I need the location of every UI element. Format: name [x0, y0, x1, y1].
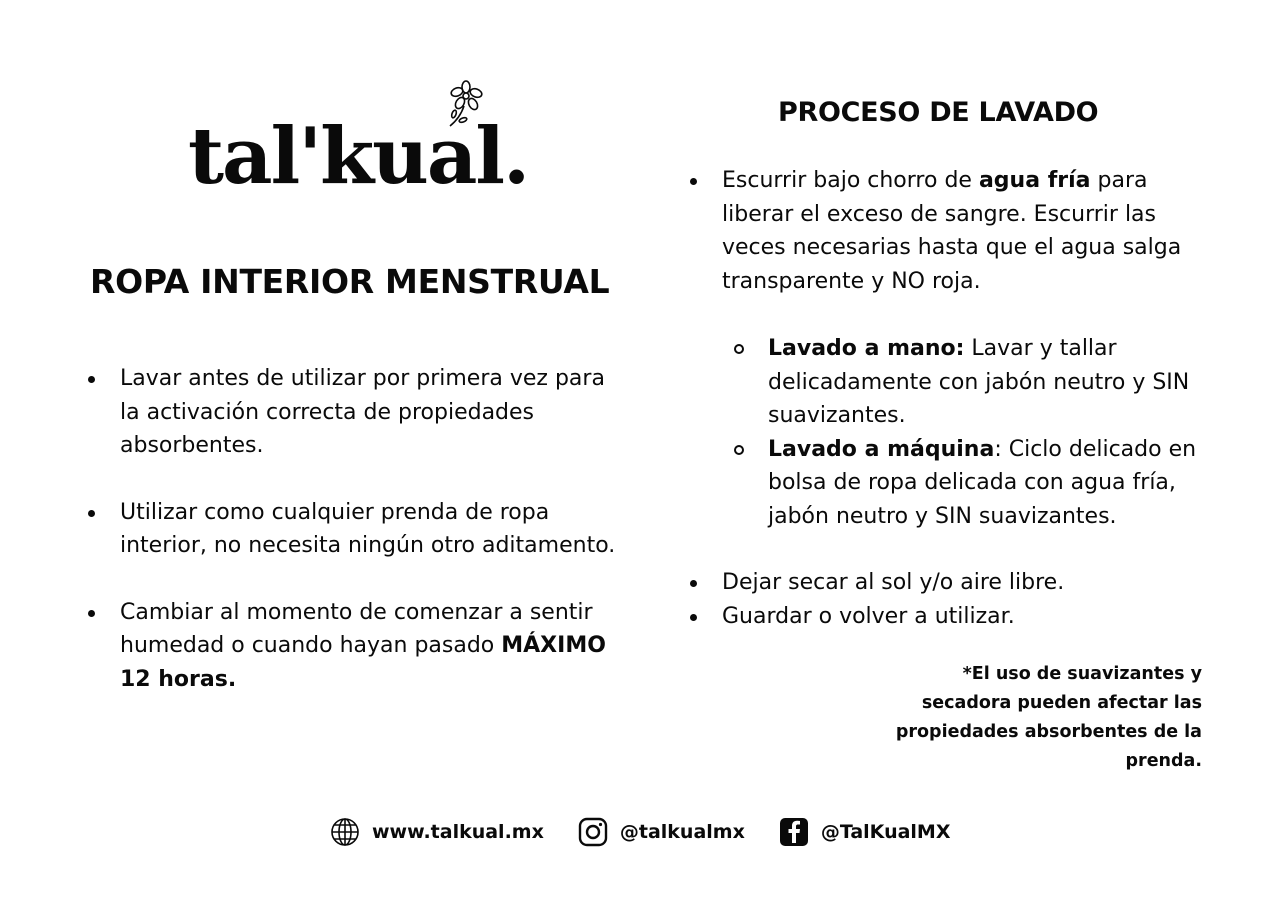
list-item-text: Guardar o volver a utilizar.: [722, 603, 1015, 629]
bullet-icon: [88, 376, 95, 383]
list-item-bold-text: MÁXIMO 12 horas.: [120, 633, 606, 692]
list-item: [86, 362, 616, 463]
list-item-bold-text: agua fría: [978, 168, 1091, 193]
bullet-icon: [690, 614, 697, 621]
left-section-title: ROPA INTERIOR MENSTRUAL: [90, 262, 610, 301]
sublist-item: [734, 433, 1204, 534]
hollow-bullet-icon: [734, 445, 744, 455]
globe-icon: [330, 817, 360, 847]
facebook-label: @TalKualMX: [820, 821, 951, 843]
instagram-link[interactable]: [578, 817, 745, 847]
flower-icon: [446, 80, 486, 130]
website-link[interactable]: [330, 817, 544, 847]
brand-logo: [188, 80, 529, 220]
facebook-link[interactable]: [779, 817, 951, 847]
contact-footer: [330, 814, 984, 850]
logo-wordmark: tal'kual.: [188, 111, 529, 202]
bullet-icon: [690, 580, 697, 587]
footnote: *El uso de suavizantes y secadora pueden afectar las propiedades absorbentes de la prenda.: [895, 664, 1202, 771]
sublist-item-text: Lavar y tallar delicadamente con jabón neutro y SIN suavizantes.: [768, 336, 1190, 428]
list-item: [86, 496, 616, 563]
instagram-label: @talkualmx: [619, 821, 745, 843]
list-item: [688, 566, 1208, 600]
list-item-text: Lavar antes de utilizar por primera vez para la activación correcta de propiedades absorbentes.: [120, 366, 605, 458]
washing-method-sublist: [734, 332, 1204, 533]
list-item-text: Escurrir bajo chorro de: [722, 168, 979, 193]
instagram-icon: [578, 817, 608, 847]
hollow-bullet-icon: [734, 344, 744, 354]
list-item: [86, 596, 616, 697]
facebook-icon: [779, 817, 809, 847]
bullet-icon: [690, 178, 697, 185]
usage-list: [86, 362, 616, 729]
list-item: [688, 164, 1208, 298]
list-item-text: Dejar secar al sol y/o aire libre.: [722, 570, 1065, 595]
sublist-item-text: : Ciclo delicado en bolsa de ropa delicada con agua fría, jabón neutro y SIN suavizantes.: [768, 436, 1197, 529]
list-item-text: para liberar el exceso de sangre. Escurrir las veces necesarias hasta que el agua salga transparente y NO roja.: [722, 168, 1182, 294]
bullet-icon: [88, 610, 95, 617]
right-section-title: PROCESO DE LAVADO: [778, 97, 1099, 128]
sublist-item-bold-text: Lavado a mano:: [768, 336, 965, 361]
washing-step-list: [688, 164, 1208, 298]
website-label: www.talkual.mx: [372, 821, 544, 843]
list-item-text: Cambiar al momento de comenzar a sentir humedad o cuando hayan pasado: [120, 599, 593, 658]
drying-step-list: [688, 566, 1208, 633]
sublist-item-bold-text: Lavado a máquina: [768, 436, 995, 462]
list-item-text: Utilizar como cualquier prenda de ropa interior, no necesita ningún otro aditamento.: [120, 499, 616, 558]
list-item: [688, 600, 1208, 634]
sublist-item: [734, 332, 1204, 433]
bullet-icon: [88, 510, 95, 517]
